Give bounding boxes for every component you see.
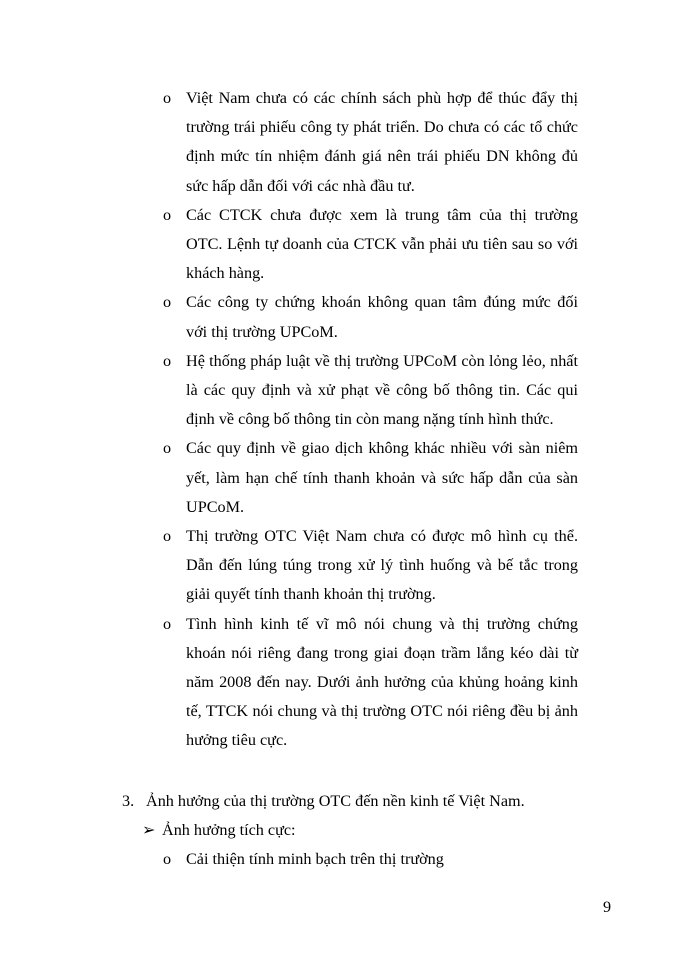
bullet-marker: o [163, 293, 172, 312]
bullet-text: Thị trường OTC Việt Nam chưa có được mô hình cụ thể. Dẫn đến lúng túng trong xử lý tình huống và bế tắc trong giải quyết tính thanh khoản thị trường. [186, 527, 578, 604]
bullet-list [163, 84, 578, 756]
bullet-item [163, 610, 578, 756]
subsection-title: Ảnh hưởng tích cực: [162, 821, 296, 839]
section-heading [122, 787, 525, 816]
bullet-item [163, 288, 578, 346]
bullet-text: Việt Nam chưa có các chính sách phù hợp để thúc đẩy thị trường trái phiếu công ty phát triển. Do chưa có các tổ chức định mức tín nhiệm đánh giá nên trái phiếu DN không đủ sức hấp dẫn đối với các nhà đầu tư. [186, 89, 578, 195]
page-number: 9 [603, 898, 612, 916]
bullet-text: Hệ thống pháp luật về thị trường UPCoM còn lỏng lẻo, nhất là các quy định và xử phạt về công bố thông tin. Các qui định về công bố thông tin còn mang nặng tính hình thức. [186, 351, 578, 429]
bullet-marker: o [163, 614, 172, 633]
bullet-text: Các CTCK chưa được xem là trung tâm của thị trường OTC. Lệnh tự doanh của CTCK vẫn phải ưu tiên sau so với khách hàng. [186, 205, 578, 283]
bullet-item [163, 434, 578, 522]
bullet-marker: o [163, 89, 172, 107]
bullet-item [163, 201, 578, 289]
bullet-item [163, 84, 578, 201]
bullet-marker: o [163, 850, 172, 868]
bullet-marker: o [163, 439, 172, 458]
section-number: 3. [122, 792, 135, 810]
bullet-text: Cải thiện tính minh bạch trên thị trường [186, 850, 444, 868]
subsection-heading [142, 816, 296, 845]
bullet-marker: o [163, 205, 172, 224]
bullet-text: Các quy định về giao dịch không khác nhiều với sàn niêm yết, làm hạn chế tính thanh khoản và sức hấp dẫn của sàn UPCoM. [186, 439, 578, 516]
bullet-item [163, 845, 444, 874]
bullet-item [163, 522, 578, 610]
bullet-marker: o [163, 527, 172, 546]
bullet-marker: o [163, 351, 172, 370]
bullet-text: Các công ty chứng khoán không quan tâm đúng mức đối với thị trường UPCoM. [186, 293, 578, 341]
bullet-item [163, 347, 578, 435]
arrow-bullet-icon: ➢ [142, 821, 156, 839]
section-title: Ảnh hưởng của thị trường OTC đến nền kinh tế Việt Nam. [146, 792, 525, 810]
bullet-text: Tình hình kinh tế vĩ mô nói chung và thị trường chứng khoán nói riêng đang trong giai đoạn trầm lắng kéo dài từ năm 2008 đến nay. Dưới ảnh hưởng của khủng hoảng kinh tế, TTCK nói chung và thị trường OTC nói riêng đều bị ảnh hưởng tiêu cực. [186, 614, 578, 750]
